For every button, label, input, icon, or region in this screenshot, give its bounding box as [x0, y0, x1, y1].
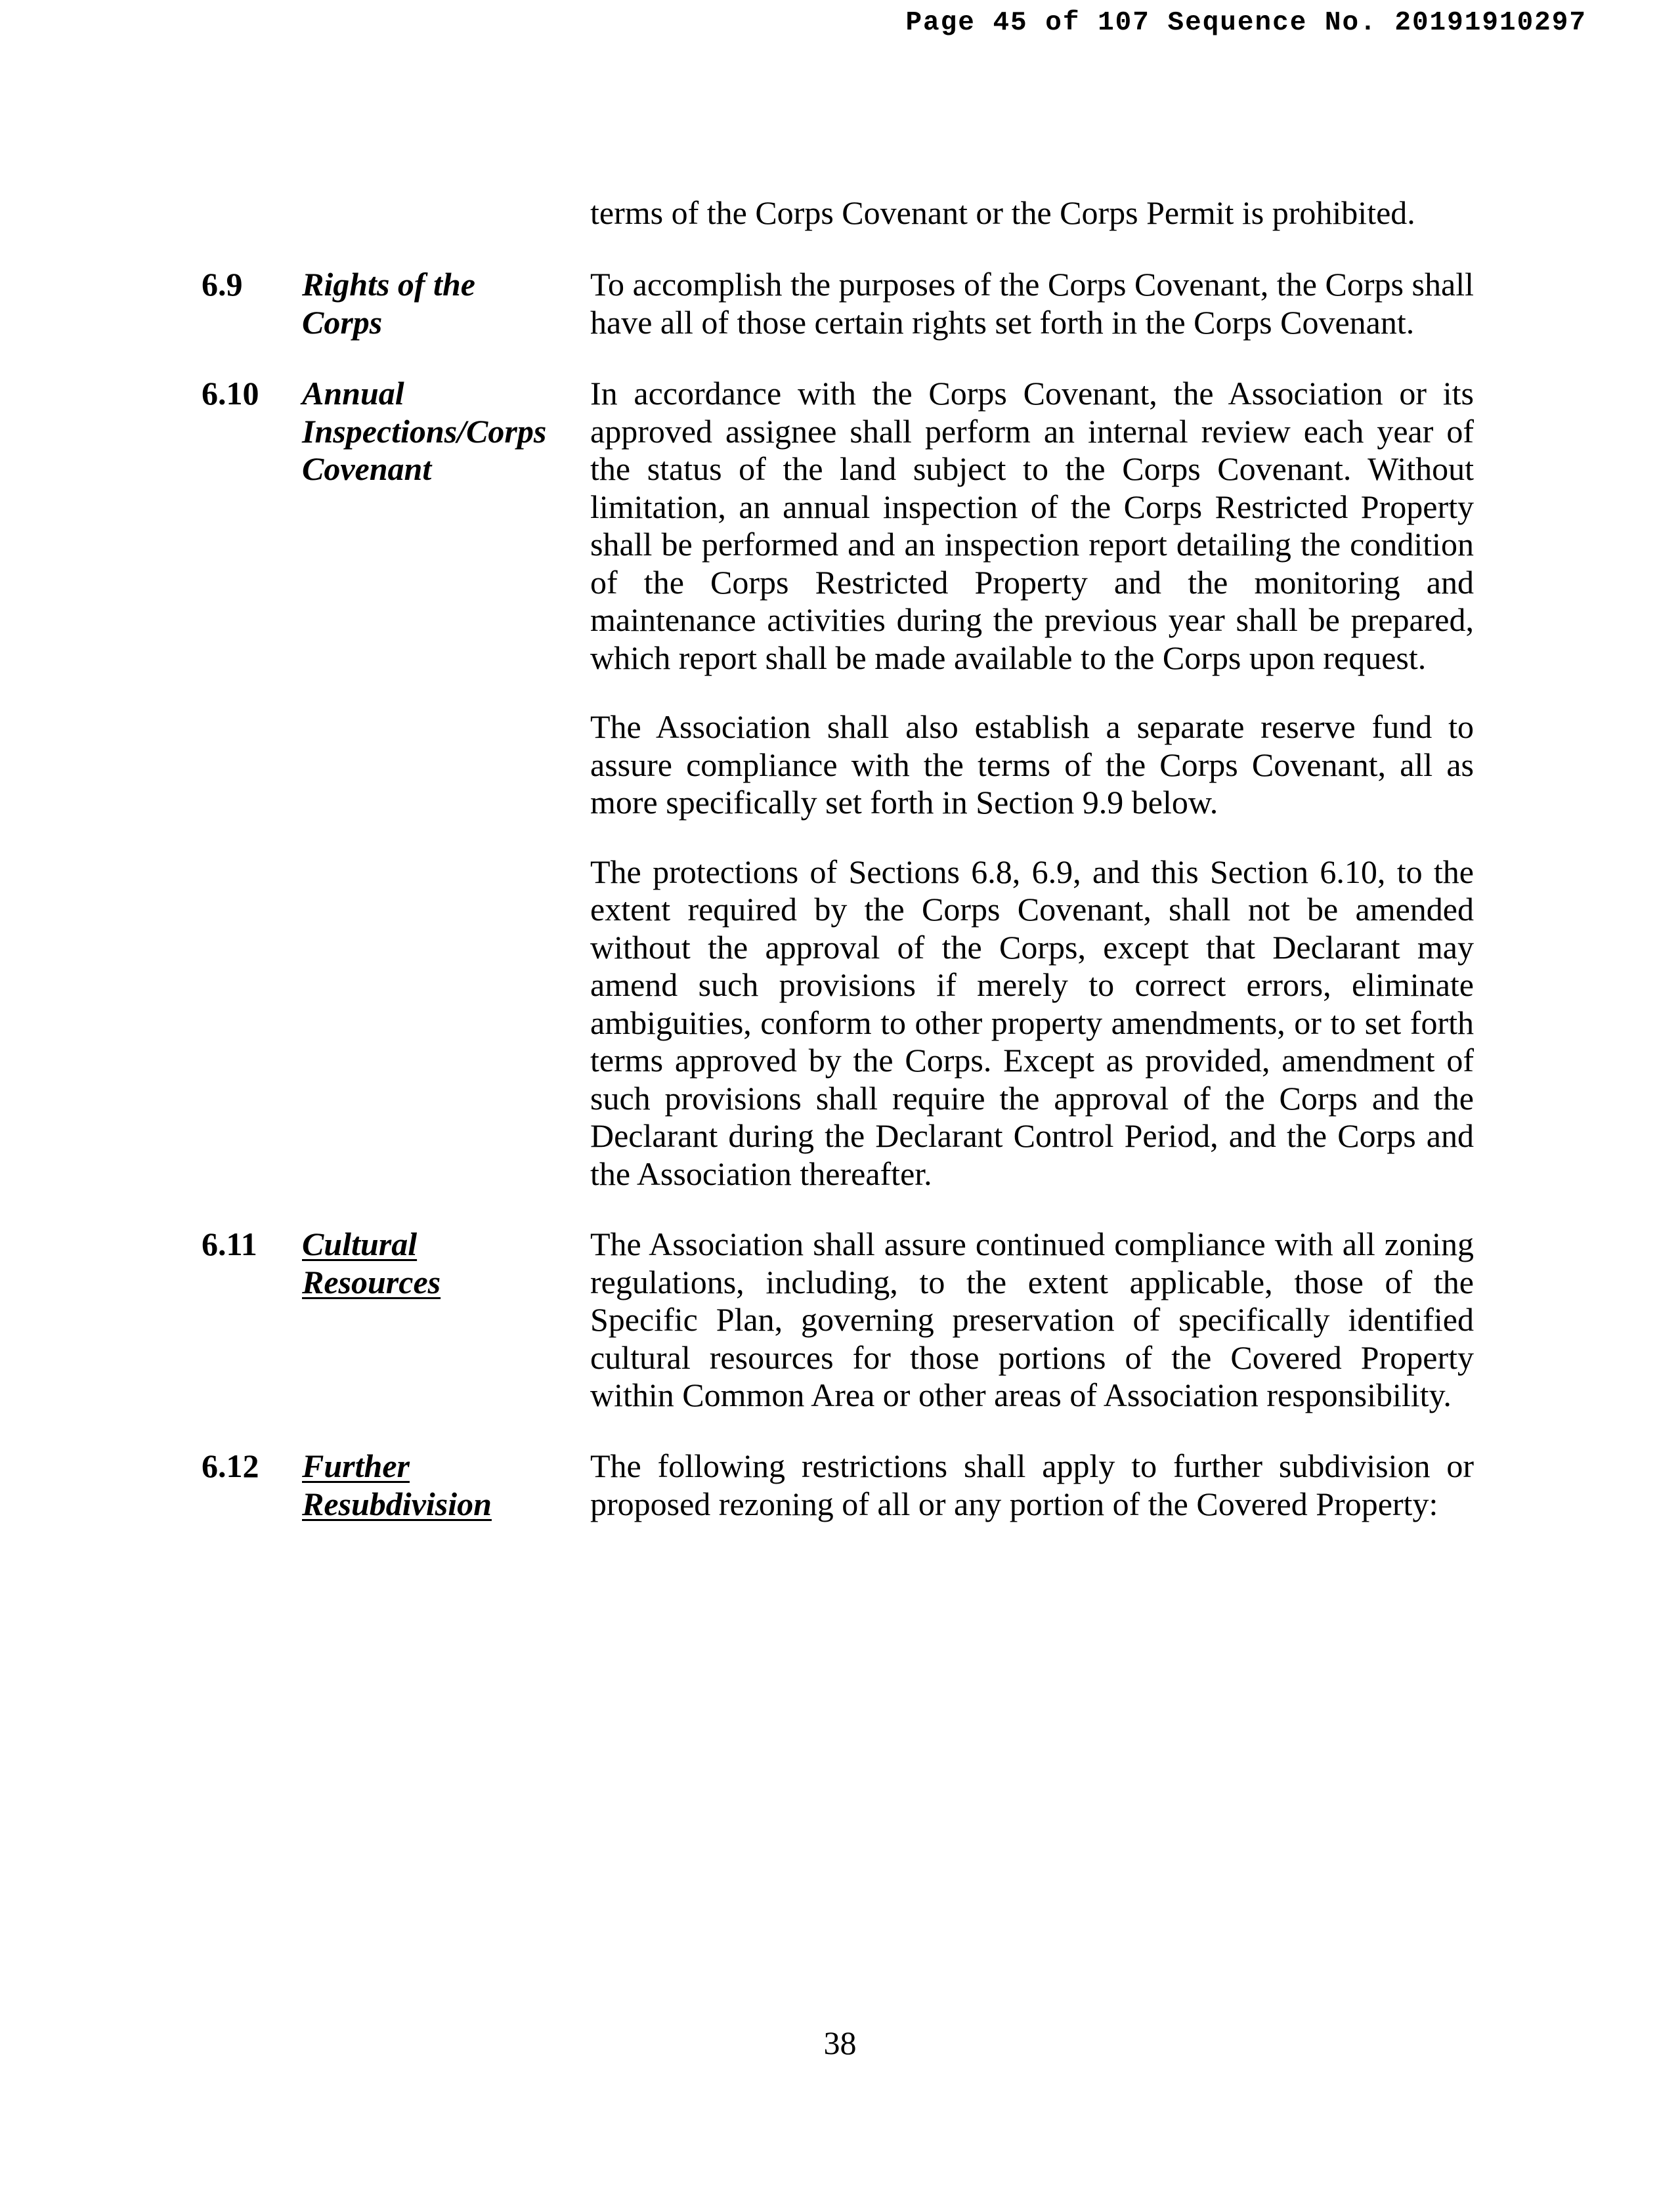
section-paragraph: The following restrictions shall apply to further subdivision or proposed rezoning of all or any portion of the Covered Property: [590, 1447, 1474, 1522]
section-number: 6.10 [202, 375, 259, 412]
section-body [590, 1447, 1474, 1523]
section-paragraph: The protections of Sections 6.8, 6.9, and this Section 6.10, to the extent required by the Corps Covenant, shall not be amended without the approval of the Corps, except that Declarant may amend such provisions if merely to correct errors, eliminate ambiguities, conform to other property amendments, or to set forth terms approved by the Corps. Except as provided, amendment of such provisions shall require the approval of the Corps and the Declarant during the Declarant Control Period, and the Corps and the Association thereafter. [590, 853, 1474, 1192]
section-body [590, 266, 1474, 341]
page-number: 38 [823, 2025, 857, 2061]
section-body [590, 375, 1474, 1193]
section-title: Cultural Resources [302, 1226, 441, 1300]
section-paragraph: The Association shall also establish a separate reserve fund to assure compliance with the terms of the Corps Covenant, all as more specifically set forth in Section 9.9 below. [590, 708, 1474, 821]
section-title: Further Resubdivision [302, 1447, 492, 1522]
section-number: 6.9 [202, 266, 243, 303]
section-paragraph: To accomplish the purposes of the Corps Covenant, the Corps shall have all of those certain rights set forth in the Corps Covenant. [590, 266, 1474, 341]
section-body [590, 1226, 1474, 1415]
section-number: 6.12 [202, 1447, 259, 1484]
section-paragraph: In accordance with the Corps Covenant, the Association or its approved assignee shall perform an internal review each year of the status of the land subject to the Corps Covenant. Without limitation, an annual inspection of the Corps Restricted Property shall be performed and an inspection report detailing the condition of the Corps Restricted Property and the monitoring and maintenance activities during the previous year shall be prepared, which report shall be made available to the Corps upon request. [590, 375, 1474, 676]
section-title: Rights of the Corps [302, 266, 475, 341]
section-title: Annual Inspections/Corps Covenant [302, 375, 547, 487]
continuation-text: terms of the Corps Covenant or the Corps Permit is prohibited. [590, 194, 1415, 231]
section-paragraph: The Association shall assure continued compliance with all zoning regulations, including, to the extent applicable, those of the Specific Plan, governing preservation of specifically identified cultural resources for those portions of the Covered Property within Common Area or other areas of Association responsibility. [590, 1226, 1474, 1413]
section-number: 6.11 [202, 1226, 257, 1262]
page-header: Page 45 of 107 Sequence No. 20191910297 [905, 8, 1587, 38]
